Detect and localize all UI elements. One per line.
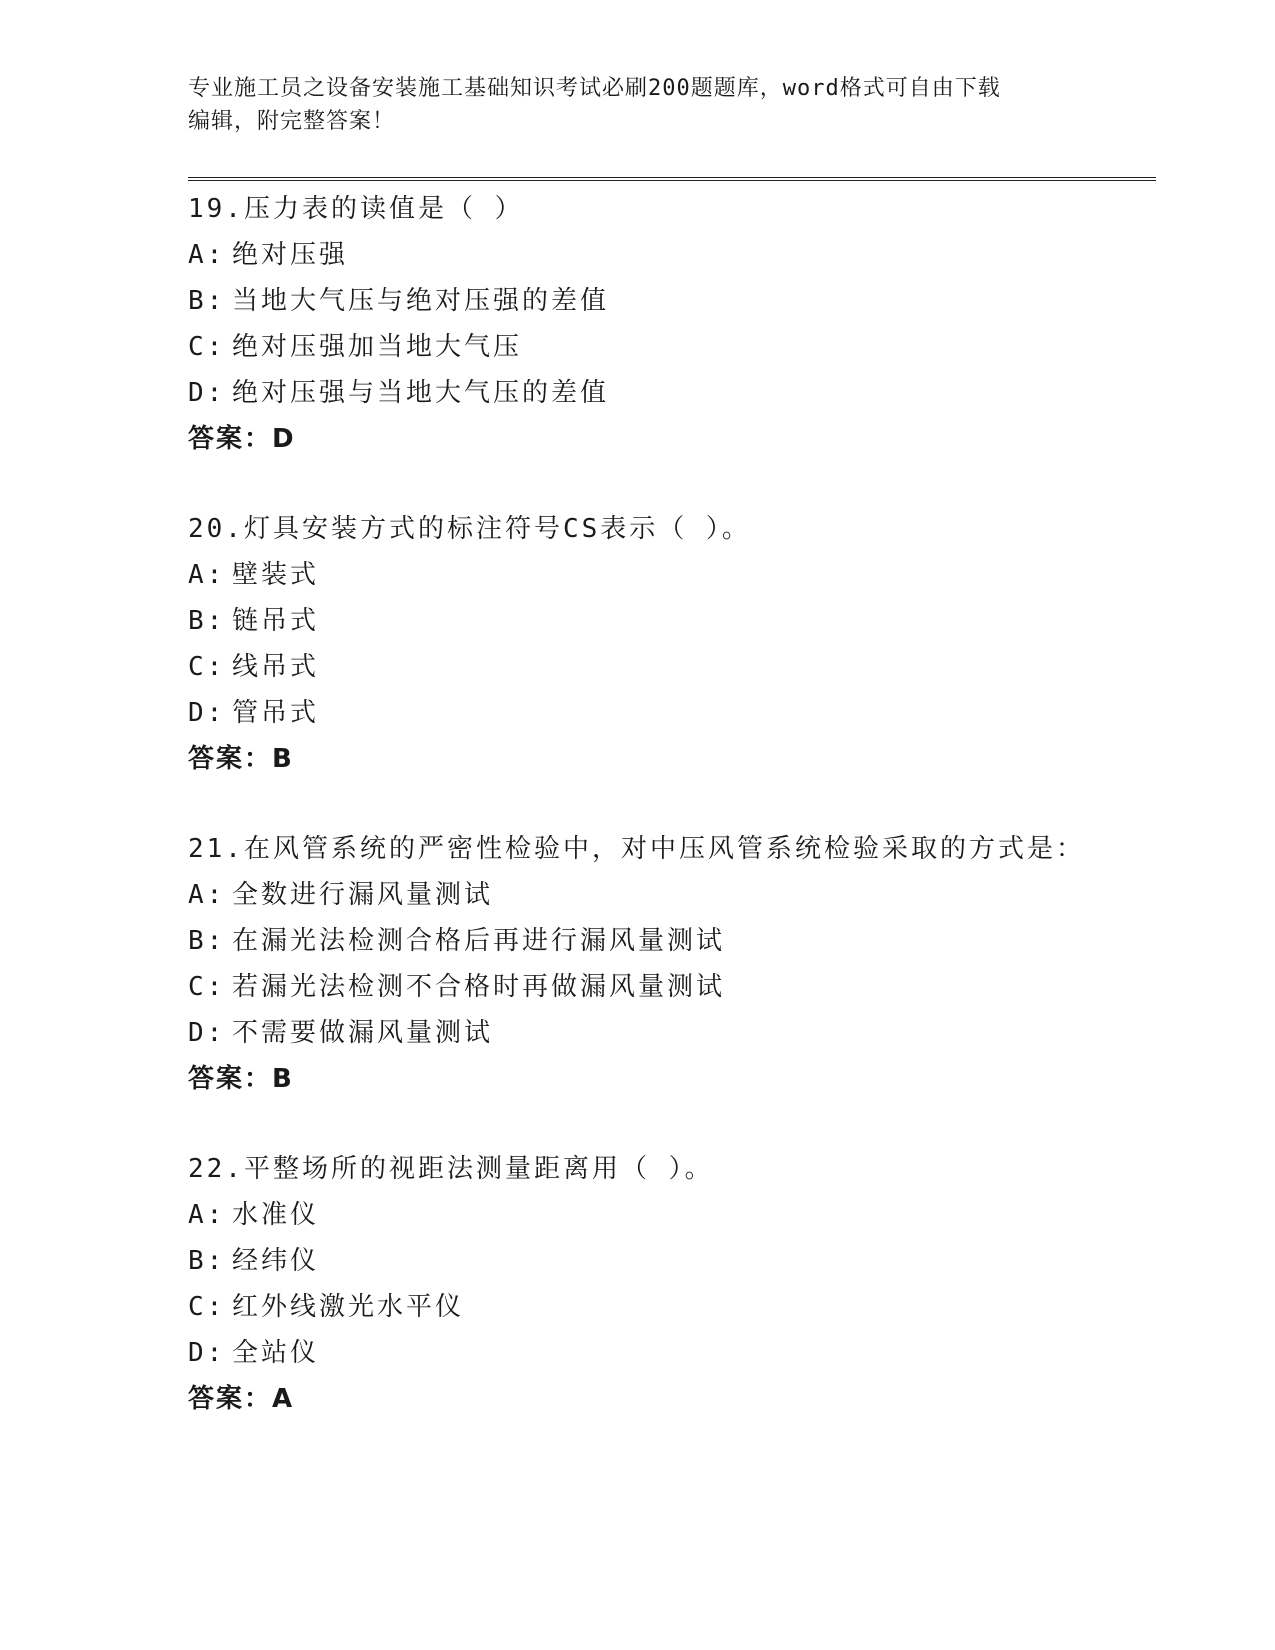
option-text: 经纬仪 (232, 1246, 320, 1276)
option-label: A: (188, 1200, 226, 1230)
option-text: 绝对压强与当地大气压的差值 (232, 378, 610, 408)
option-d (188, 1010, 1148, 1056)
option-label: B: (188, 286, 226, 316)
option-label: A: (188, 880, 226, 910)
option-text: 水准仪 (232, 1200, 320, 1230)
option-a (188, 872, 1148, 918)
option-text: 在漏光法检测合格后再进行漏风量测试 (232, 926, 726, 956)
question-20 (188, 506, 1148, 782)
option-text: 当地大气压与绝对压强的差值 (232, 286, 610, 316)
option-c (188, 1284, 1148, 1330)
option-text: 绝对压强 (232, 240, 349, 270)
answer: 答案：B (188, 744, 294, 774)
option-a (188, 552, 1148, 598)
option-label: D: (188, 1018, 226, 1048)
document-header (188, 72, 1068, 138)
question-stem: 22.平整场所的视距法测量距离用（ ）。 (188, 1154, 714, 1184)
option-label: B: (188, 1246, 226, 1276)
option-a (188, 232, 1148, 278)
option-label: B: (188, 606, 226, 636)
option-text: 绝对压强加当地大气压 (232, 332, 523, 362)
option-label: D: (188, 378, 226, 408)
option-d (188, 690, 1148, 736)
option-label: D: (188, 1338, 226, 1368)
option-d (188, 1330, 1148, 1376)
header-divider (188, 177, 1156, 181)
option-text: 红外线激光水平仪 (232, 1292, 465, 1322)
header-line-2: 编辑，附完整答案！ (188, 109, 396, 134)
option-text: 全站仪 (232, 1338, 320, 1368)
option-c (188, 324, 1148, 370)
question-21 (188, 826, 1148, 1102)
question-22 (188, 1146, 1148, 1422)
header-line-1: 专业施工员之设备安装施工基础知识考试必刷200题题库，word格式可自由下载 (188, 76, 1001, 101)
answer: 答案：D (188, 424, 296, 454)
option-b (188, 598, 1148, 644)
option-a (188, 1192, 1148, 1238)
option-b (188, 278, 1148, 324)
option-text: 壁装式 (232, 560, 320, 590)
question-stem: 20.灯具安装方式的标注符号CS表示（ ）。 (188, 514, 751, 544)
option-label: B: (188, 926, 226, 956)
option-c (188, 964, 1148, 1010)
question-stem: 19.压力表的读值是（ ） (188, 194, 524, 224)
option-text: 不需要做漏风量测试 (232, 1018, 494, 1048)
option-b (188, 1238, 1148, 1284)
option-text: 链吊式 (232, 606, 320, 636)
option-label: C: (188, 1292, 226, 1322)
option-b (188, 918, 1148, 964)
option-c (188, 644, 1148, 690)
answer: 答案：B (188, 1064, 294, 1094)
option-text: 若漏光法检测不合格时再做漏风量测试 (232, 972, 726, 1002)
option-label: C: (188, 332, 226, 362)
option-text: 全数进行漏风量测试 (232, 880, 494, 910)
option-label: A: (188, 240, 226, 270)
option-text: 线吊式 (232, 652, 320, 682)
option-label: C: (188, 652, 226, 682)
option-d (188, 370, 1148, 416)
question-stem: 21.在风管系统的严密性检验中，对中压风管系统检验采取的方式是： (188, 834, 1085, 864)
option-label: A: (188, 560, 226, 590)
option-text: 管吊式 (232, 698, 320, 728)
option-label: D: (188, 698, 226, 728)
answer: 答案：A (188, 1384, 295, 1414)
option-label: C: (188, 972, 226, 1002)
question-19 (188, 186, 1148, 462)
